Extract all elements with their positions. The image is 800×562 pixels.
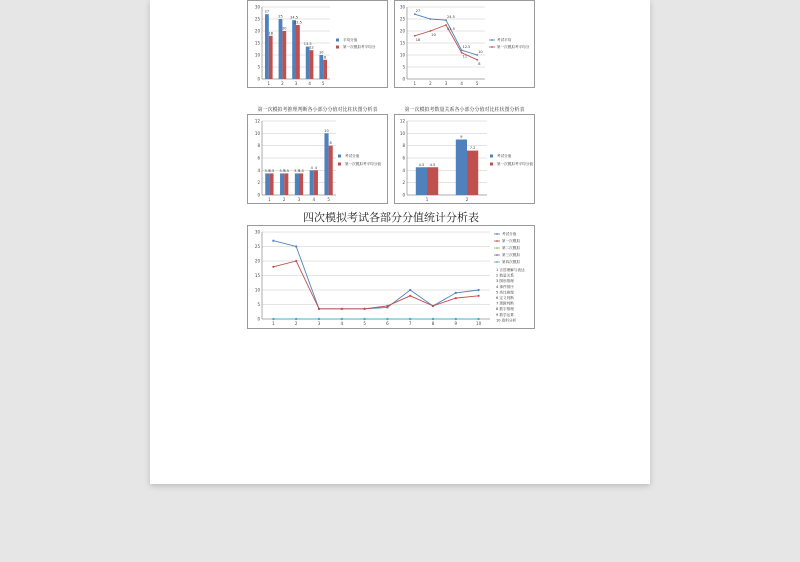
bar xyxy=(299,173,303,195)
y-tick-label: 5 xyxy=(257,64,260,70)
data-label: 12 xyxy=(309,45,314,50)
data-label: 8 xyxy=(478,61,481,66)
bar xyxy=(269,173,273,195)
y-tick-label: 4 xyxy=(257,167,260,173)
note-label: 10 资料分析 xyxy=(496,318,517,323)
x-tick-label: 2 xyxy=(281,81,284,86)
chart-5 xyxy=(247,225,535,329)
point xyxy=(430,18,432,20)
note-label: 6 定义判断 xyxy=(496,296,514,300)
bar xyxy=(456,140,467,196)
x-tick-label: 7 xyxy=(408,321,412,326)
x-tick-label: 1 xyxy=(413,81,417,86)
data-label: 27 xyxy=(264,9,270,14)
y-tick-label: 12 xyxy=(254,118,260,124)
y-tick-label: 0 xyxy=(257,316,260,322)
point xyxy=(414,13,416,15)
x-tick-label: 2 xyxy=(294,321,298,326)
data-label: 10 xyxy=(319,50,324,55)
bar xyxy=(295,173,299,195)
y-tick-label: 25 xyxy=(254,16,260,22)
bar xyxy=(306,47,310,79)
bar xyxy=(280,173,284,195)
data-label: 4 xyxy=(310,165,313,170)
x-tick-label: 3 xyxy=(317,321,321,326)
x-tick-label: 5 xyxy=(363,321,366,326)
legend-swatch xyxy=(336,46,339,49)
chart-3-svg xyxy=(248,115,389,205)
note-label: 9 数学运算 xyxy=(496,312,514,317)
data-label: 8 xyxy=(329,141,332,146)
bar xyxy=(324,133,328,195)
legend-label: 考试分值 xyxy=(497,154,512,158)
legend-swatch xyxy=(338,155,341,158)
note-label: 1 言语理解与表达 xyxy=(496,268,525,272)
y-tick-label: 6 xyxy=(257,155,260,161)
data-label: 24.5 xyxy=(447,15,455,20)
point xyxy=(272,240,274,242)
legend-marker xyxy=(496,240,498,242)
y-tick-label: 25 xyxy=(399,16,405,22)
chart-3 xyxy=(247,114,388,204)
data-label: 3.5 xyxy=(298,168,304,173)
bar xyxy=(427,167,438,195)
bar xyxy=(282,31,286,79)
y-tick-label: 20 xyxy=(254,28,260,34)
y-tick-label: 10 xyxy=(399,130,405,136)
point xyxy=(430,30,432,32)
x-tick-label: 3 xyxy=(297,197,301,202)
y-tick-label: 0 xyxy=(257,76,260,82)
x-tick-label: 3 xyxy=(294,81,298,86)
data-label: 4.5 xyxy=(429,162,436,167)
y-tick-label: 20 xyxy=(254,258,260,264)
note-label: 3 图形推理 xyxy=(496,279,514,284)
bar xyxy=(265,173,269,195)
chart-1 xyxy=(247,0,388,88)
point xyxy=(386,318,388,320)
y-tick-label: 0 xyxy=(402,192,405,198)
legend-swatch xyxy=(338,163,341,166)
point xyxy=(272,266,274,268)
data-label: 24.5 xyxy=(290,15,298,20)
y-tick-label: 25 xyxy=(254,244,260,249)
y-tick-label: 10 xyxy=(399,52,405,58)
point xyxy=(432,305,434,307)
point xyxy=(445,19,447,21)
y-tick-label: 15 xyxy=(399,40,405,46)
legend-label: 第一次模拟考平均分 xyxy=(497,45,530,49)
y-tick-label: 0 xyxy=(402,76,405,82)
data-label: 9 xyxy=(460,135,463,139)
y-tick-label: 10 xyxy=(254,287,260,293)
note-label: 2 数量关系 xyxy=(496,273,514,278)
legend-label: 第三次模拟 xyxy=(502,253,520,257)
legend-label: 平均分值 xyxy=(343,38,358,42)
legend-marker xyxy=(491,39,493,41)
y-tick-label: 6 xyxy=(402,155,405,161)
point xyxy=(476,54,478,56)
chart-5-svg xyxy=(248,226,536,330)
data-label: 4 xyxy=(314,165,317,170)
bar xyxy=(310,170,314,195)
y-tick-label: 8 xyxy=(402,143,405,149)
point xyxy=(272,318,274,320)
bar xyxy=(467,151,478,195)
point xyxy=(295,260,297,262)
data-label: 20 xyxy=(431,33,436,37)
point xyxy=(461,52,463,54)
x-tick-label: 2 xyxy=(465,197,469,202)
x-tick-label: 2 xyxy=(282,197,286,202)
x-tick-label: 4 xyxy=(312,197,316,202)
bar xyxy=(323,60,327,79)
legend-label: 考试分值 xyxy=(345,154,360,158)
y-tick-label: 8 xyxy=(257,143,260,149)
data-label: 3.5 xyxy=(283,168,290,173)
point xyxy=(476,59,478,61)
bar xyxy=(284,173,288,195)
x-tick-label: 4 xyxy=(340,321,344,326)
x-tick-label: 4 xyxy=(460,81,463,86)
y-tick-label: 10 xyxy=(254,52,260,58)
point xyxy=(478,289,480,291)
y-tick-label: 30 xyxy=(254,4,260,10)
legend-marker xyxy=(496,247,498,249)
legend-label: 考试分值 xyxy=(502,232,517,236)
chart-4 xyxy=(394,114,535,204)
point xyxy=(455,292,457,294)
data-label: 3.5 xyxy=(279,168,285,173)
data-label: 27 xyxy=(415,9,421,14)
legend-swatch xyxy=(490,155,493,158)
chart-2 xyxy=(394,0,535,88)
x-tick-label: 2 xyxy=(429,81,432,86)
x-tick-label: 1 xyxy=(267,81,271,86)
legend-label: 考试平均 xyxy=(497,38,512,42)
x-tick-label: 9 xyxy=(454,321,458,326)
x-tick-label: 1 xyxy=(268,197,271,202)
point xyxy=(295,318,297,320)
point xyxy=(455,297,457,299)
legend-label: 第二次模拟 xyxy=(502,246,520,250)
point xyxy=(295,245,297,247)
point xyxy=(409,289,411,291)
data-label: 12.5 xyxy=(462,45,471,50)
x-tick-label: 5 xyxy=(475,81,479,86)
x-tick-label: 8 xyxy=(431,321,435,326)
point xyxy=(318,308,320,310)
legend-label: 第一次模拟考平均分 xyxy=(343,45,376,49)
note-label: 5 类比推理 xyxy=(496,290,514,295)
legend-label: 第一次模拟考平均分值 xyxy=(497,162,533,166)
legend-swatch xyxy=(490,163,493,166)
x-tick-label: 10 xyxy=(476,321,482,326)
x-tick-label: 3 xyxy=(444,81,448,86)
x-tick-label: 5 xyxy=(321,81,325,86)
legend-label: 第一次模拟 xyxy=(502,239,520,243)
x-tick-label: 4 xyxy=(308,81,311,86)
legend-marker xyxy=(496,233,498,235)
series-line xyxy=(273,241,478,309)
data-label: 7.2 xyxy=(469,146,476,151)
data-label: 3.5 xyxy=(264,168,271,173)
document-page xyxy=(150,0,650,484)
point xyxy=(455,318,457,320)
data-label: 18 xyxy=(415,37,421,42)
legend-swatch xyxy=(336,39,339,42)
y-tick-label: 0 xyxy=(257,192,260,198)
data-label: 10 xyxy=(324,128,329,133)
data-label: 10 xyxy=(478,50,483,54)
point xyxy=(409,318,411,320)
data-label: 4.5 xyxy=(418,162,425,167)
point xyxy=(318,318,320,320)
chart-4-svg xyxy=(395,115,536,205)
y-tick-label: 30 xyxy=(254,229,260,235)
bar xyxy=(416,167,427,195)
point xyxy=(478,295,480,297)
legend-marker xyxy=(491,46,493,48)
data-label: 8 xyxy=(323,55,327,60)
data-label: 11 xyxy=(462,54,468,59)
legend-label: 第四次模拟 xyxy=(502,260,520,264)
bar xyxy=(319,55,323,79)
y-tick-label: 15 xyxy=(254,40,260,46)
x-tick-label: 5 xyxy=(327,197,330,202)
point xyxy=(432,318,434,320)
chart-5-title: 四次模拟考试各部分分值统计分析表 xyxy=(303,211,479,224)
y-tick-label: 30 xyxy=(399,4,405,10)
y-tick-label: 2 xyxy=(402,180,405,186)
chart-2-svg xyxy=(395,1,536,89)
bar xyxy=(296,25,300,79)
series-line xyxy=(415,25,477,60)
data-label: 3.5 xyxy=(294,168,300,173)
y-tick-label: 2 xyxy=(257,180,260,186)
point xyxy=(478,318,480,320)
chart-4-title: 第一次模拟考数量关系各小部分分值对比柱状图分析表 xyxy=(404,107,525,113)
x-tick-label: 1 xyxy=(272,321,275,326)
y-tick-label: 15 xyxy=(254,273,260,278)
chart-3-title: 第一次模拟考推理判断各小部分分值对比柱状图分析表 xyxy=(257,107,378,113)
point xyxy=(445,24,447,26)
x-tick-label: 1 xyxy=(425,197,429,202)
data-label: 13.5 xyxy=(303,42,312,47)
point xyxy=(364,318,366,320)
point xyxy=(409,295,411,297)
bar xyxy=(310,50,314,79)
point xyxy=(414,35,416,37)
note-label: 8 数字推理 xyxy=(496,307,514,312)
bar xyxy=(314,170,318,195)
data-label: 20 xyxy=(282,26,287,31)
legend-label: 第一次模拟考平均分值 xyxy=(345,162,381,166)
data-label: 22.5 xyxy=(447,27,455,31)
bar xyxy=(292,20,296,79)
y-tick-label: 5 xyxy=(402,64,405,70)
y-tick-label: 20 xyxy=(399,28,405,34)
x-tick-label: 6 xyxy=(386,321,389,326)
note-label: 7 逻辑判断 xyxy=(496,301,514,306)
bar xyxy=(269,36,273,79)
note-label: 4 事件排序 xyxy=(496,284,514,289)
point xyxy=(341,308,343,310)
data-label: 18 xyxy=(268,31,273,36)
legend-marker xyxy=(496,254,498,256)
y-tick-label: 5 xyxy=(257,302,260,307)
chart-1-svg xyxy=(248,1,389,89)
y-tick-label: 12 xyxy=(399,118,405,124)
point xyxy=(364,308,366,310)
y-tick-label: 10 xyxy=(254,130,260,136)
legend-marker xyxy=(496,261,498,263)
bar xyxy=(329,146,333,195)
point xyxy=(341,318,343,320)
data-label: 3.5 xyxy=(268,168,275,173)
y-tick-label: 4 xyxy=(402,167,405,173)
data-label: 25 xyxy=(278,14,283,19)
point xyxy=(386,305,388,307)
bar xyxy=(265,14,269,79)
data-label: 22.5 xyxy=(294,20,302,25)
